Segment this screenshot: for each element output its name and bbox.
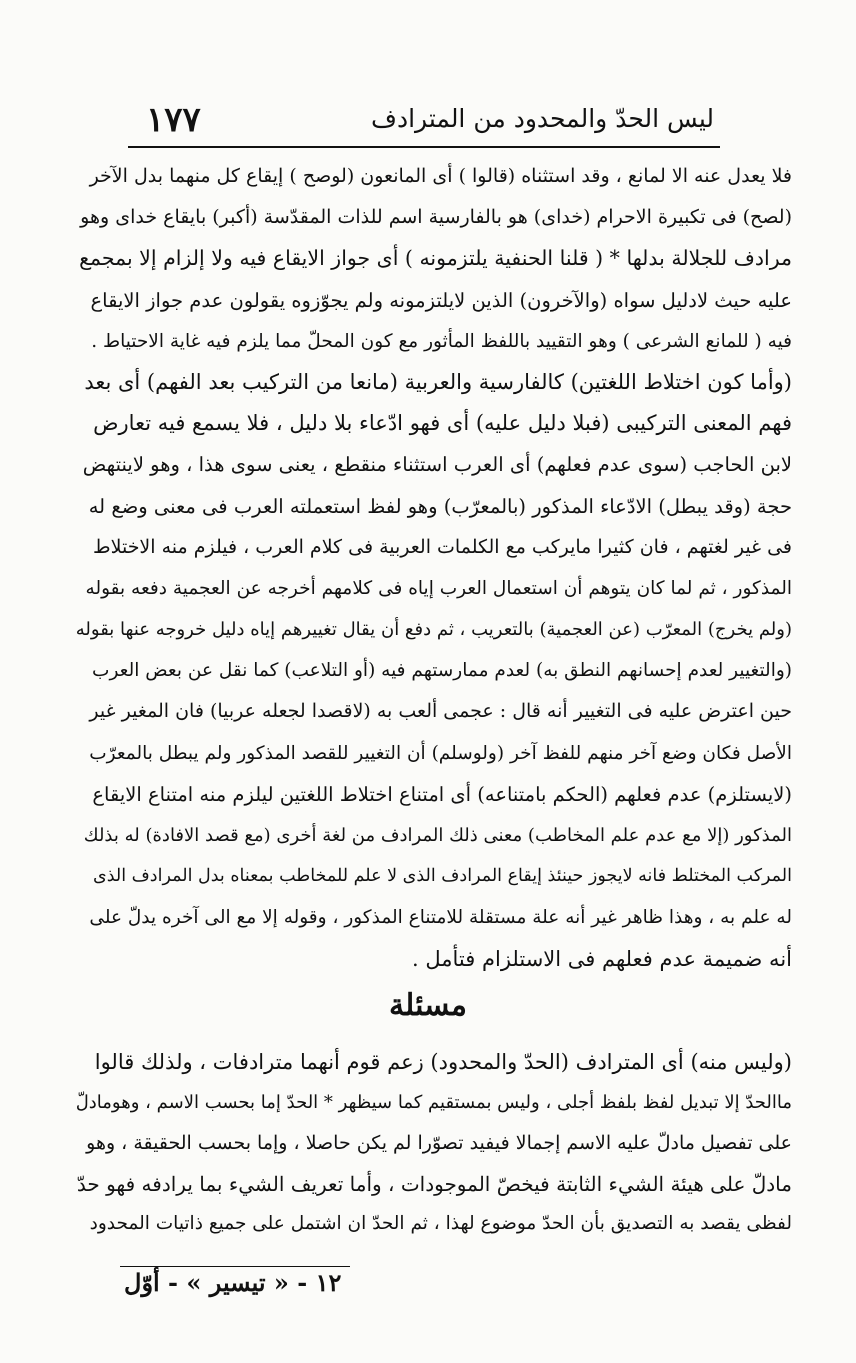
section-text <box>76 1042 792 1245</box>
text-line: (والتغيير لعدم إحسانهم النطق به) لعدم ممارستهم فيه (أو التلاعب) كما نقل عن بعض العرب <box>92 660 792 682</box>
text-line: المذكور ، ثم لما كان يتوهم أن استعمال العرب إياه فى كلامهم أخرجه عن العجمية دفعه بقوله <box>85 577 792 599</box>
printer-signature: ١٢ - « تيسير » - أوّل <box>124 1268 342 1297</box>
text-line: فى غير لغتهم ، فان كثيرا مايركب مع الكلمات العربية فى كلام العرب ، فيلزم منه الاختلاط <box>93 535 792 558</box>
page-number: ١٧٧ <box>146 100 201 140</box>
text-line: مادلّ على هيئة الشيء الثابتة فيخصّ الموجودات ، وأما تعريف الشيء بما يرادفه فهو حدّ <box>76 1171 792 1196</box>
text-line: (وليس منه) أى المترادف (الحدّ والمحدود) زعم قوم أنهما مترادفات ، ولذلك قالوا <box>94 1050 792 1074</box>
text-line: مرادف للجلالة بدلها * ( قلنا الحنفية يلتزمونه ) أى جواز الايقاع فيه ولا إلزام إلا بمجمع <box>79 246 792 271</box>
text-line: (ولم يخرج) المعرّب (عن العجمية) بالتعريب ، ثم دفع أن يقال تغييرهم إياه دليل خروجه عنها بقوله <box>76 619 792 641</box>
text-line: أنه ضميمة عدم فعلهم فى الاستلزام فتأمل . <box>412 946 792 971</box>
text-line: فيه ( للمانع الشرعى ) وهو التقييد باللفظ المأثور مع كون المحلّ مما يلزم فيه غاية الاحتياط . <box>91 330 792 352</box>
text-line: حجة (وقد يبطل) الادّعاء المذكور (بالمعرّب) وهو لفظ استعملته العرب فى معنى وضع له <box>88 494 792 518</box>
text-line: فلا يعدل عنه الا لمانع ، وقد استثناه (قالوا ) أى المانعون (لوصح ) إيقاع كل منهما بدل الآخر <box>89 165 792 187</box>
text-line: (لايستلزم) عدم فعلهم (الحكم بامتناعه) أى امتناع اختلاط اللغتين ليلزم منه امتناع الايقاع <box>92 782 792 806</box>
text-line: الأصل فكان وضع آخر منهم للفظ آخر (ولوسلم) أن التغيير للقصد المذكور ولم يبطل بالمعرّب <box>89 742 792 764</box>
text-line: حين اعترض عليه فى التغيير أنه قال : عجمى ألعب به (لاقصدا لجعله عربيا) فان المغير غير <box>89 700 792 723</box>
text-line: (وأما كون اختلاط اللغتين) كالفارسية والعربية (مانعا من التركيب بعد الفهم) أى بعد <box>84 369 792 394</box>
text-line: فهم المعنى التركيبى (فبلا دليل عليه) أى فهو ادّعاء بلا دليل ، فلا يسمع فيه تعارض <box>93 411 792 436</box>
page-header <box>128 100 720 148</box>
text-line: المركب المختلط فانه لايجوز حينئذ إيقاع المرادف الذى لا علم للمخاطب بمعناه بدل المرادف الذى <box>93 866 792 887</box>
text-line: المذكور (إلا مع عدم علم المخاطب) معنى ذلك المرادف من لغة أخرى (مع قصد الافادة) له بذلك <box>83 825 792 846</box>
text-line: (لصح) فى تكبيرة الاحرام (خداى) هو بالفارسية اسم للذات المقدّسة (أكبر) بايقاع خداى وهو <box>80 206 792 229</box>
footer-rule <box>120 1266 350 1267</box>
body-text <box>76 156 792 980</box>
running-title: ليس الحدّ والمحدود من المترادف <box>371 104 714 133</box>
text-line: ماالحدّ إلا تبديل لفظ بلفظ أجلى ، وليس بمستقيم كما سيظهر * الحدّ إما بحسب الاسم ، وهومادلّ <box>76 1091 792 1113</box>
text-line: على تفصيل مادلّ عليه الاسم إجمالا فيفيد تصوّرا لم يكن حاصلا ، وإما بحسب الحقيقة ، وهو <box>86 1132 792 1155</box>
text-line: لابن الحاجب (سوى عدم فعلهم) أى العرب استثناء منقطع ، يعنى سوى هذا ، وهو لاينتهض <box>82 453 792 477</box>
section-title: مسئلة <box>389 988 467 1023</box>
text-line: عليه حيث لادليل سواه (والآخرون) الذين لايلتزمونه ولم يجوّزوه يقولون عدم جواز الايقاع <box>90 288 792 312</box>
text-line: لفظى يقصد به التصديق بأن الحدّ موضوع لهذا ، ثم الحدّ ان اشتمل على جميع ذاتيات المحدود <box>89 1213 792 1235</box>
text-line: له علم به ، وهذا ظاهر غير أنه علة مستقلة للامتناع المذكور ، وقوله إلا مع الى آخره يدلّ على <box>89 907 792 929</box>
